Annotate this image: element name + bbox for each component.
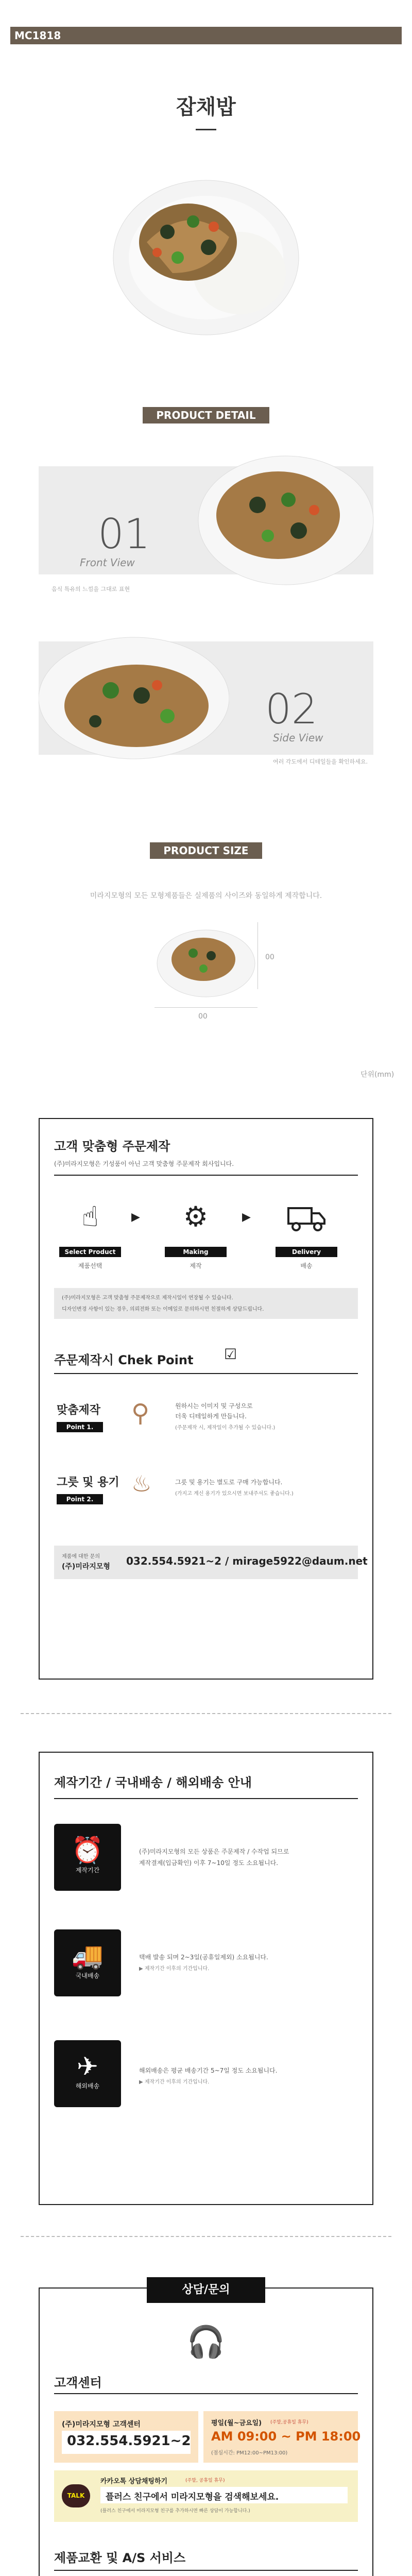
dashed-divider <box>21 2236 391 2237</box>
product-title: 잡채밥 <box>176 95 236 119</box>
kakao-text[interactable]: 플러스 친구에서 미라지모형을 검색해보세요. <box>106 2492 279 2502</box>
size-width-line <box>154 1007 258 1008</box>
step-tag: Delivery <box>276 1247 337 1257</box>
contact-small: 제품에 대한 문의 <box>62 1554 100 1560</box>
hours-small: (주말,공휴일 휴무) <box>270 2420 308 2425</box>
side-view-label: Side View <box>273 732 323 744</box>
custom-order-title: 고객 맞춤형 주문제작 <box>54 1139 170 1154</box>
point-tag: Point 1. <box>57 1422 103 1432</box>
checkbox-icon: ☑ <box>224 1346 237 1363</box>
point-text: (주문제작 시, 제작일이 추가될 수 있습니다.) <box>175 1425 276 1431</box>
step-label: 제작 <box>190 1262 202 1269</box>
point-text: 원하시는 이미지 및 구성으로 <box>175 1402 253 1410</box>
size-food-image <box>154 922 258 999</box>
side-view-image <box>39 634 229 760</box>
shipping-label: 제작기간 <box>75 1867 100 1874</box>
dashed-divider <box>21 1713 391 1714</box>
kakao-note: (플러스 친구에서 미라지모형 친구를 추가하시면 빠른 상담이 가능합니다.) <box>100 2509 250 2514</box>
shipping-title: 제작기간 / 국내배송 / 해외배송 안내 <box>54 1775 252 1790</box>
side-view-desc: 여러 각도에서 디테일들을 확인하세요. <box>273 758 368 765</box>
shipping-text: ▶ 제작기간 이후의 기간입니다. <box>139 2079 210 2085</box>
shipping-label: 국내배송 <box>75 1972 100 1979</box>
product-code-bar: MC1818 <box>10 27 402 44</box>
support-header: 상담/문의 <box>147 2277 265 2303</box>
hero-food-image <box>111 170 301 340</box>
hand-pointer-icon: ☝ <box>81 1200 99 1233</box>
company-label: (주)미라지모형 고객센터 <box>62 2420 141 2429</box>
arrow-right-icon: ▶ <box>131 1211 140 1224</box>
phone-number[interactable]: 032.554.5921~2 <box>67 2433 191 2449</box>
note-text: 디자인변경 사항이 있는 경우, 의뢰전화 또는 이메일로 문의하시면 친절하게 상담드립니다. <box>62 1307 264 1312</box>
shipping-text: 택배 발송 되며 2~3일(공휴일제외) 소요됩니다. <box>139 1954 268 1961</box>
front-view-image <box>196 453 376 587</box>
hours-value: AM 09:00 ~ PM 18:00 <box>211 2429 361 2444</box>
contact-company: (주)미라지모형 <box>62 1563 110 1571</box>
size-unit: 단위(mm) <box>360 1071 394 1079</box>
divider <box>54 2393 358 2394</box>
custom-order-subtitle: (주)미라지모형은 기성품이 아닌 고객 맞춤형 주문제작 회사입니다. <box>54 1160 234 1167</box>
divider <box>54 2570 358 2571</box>
point-text: (가지고 계신 용기가 있으시면 보내주셔도 좋습니다.) <box>175 1491 294 1497</box>
point-name: 맞춤제작 <box>57 1404 101 1417</box>
arrow-right-icon: ▶ <box>242 1211 251 1224</box>
side-view-number: 02 <box>265 685 318 733</box>
kakao-small: (주말, 공휴일 휴무) <box>185 2478 225 2483</box>
shipping-text: 해외배송은 평균 배송기간 5~7일 정도 소요됩니다. <box>139 2067 278 2074</box>
contact-line: 032.554.5921~2 / mirage5922@daum.net <box>126 1555 368 1567</box>
as-title: 제품교환 및 A/S 서비스 <box>54 2551 186 2565</box>
headset-icon: 🎧 <box>186 2324 226 2360</box>
checkpoint-title: 주문제작시 Chek Point <box>54 1353 194 1367</box>
front-view-desc: 음식 특유의 느낌을 그대로 표현 <box>52 586 130 592</box>
shipping-text: 제작결제(입금확인) 이후 7~10일 정도 소요됩니다. <box>139 1859 279 1867</box>
shipping-label: 해외배송 <box>75 2082 100 2090</box>
front-view-number: 01 <box>98 510 150 558</box>
kakao-talk-icon: TALK <box>62 2484 90 2507</box>
product-size-header: PRODUCT SIZE <box>0 842 412 859</box>
note-text: (주)미라지모형은 고객 맞춤형 주문제작으로 제작시일이 연장될 수 있습니다. <box>62 1295 233 1301</box>
truck-icon: 🚚 국내배송 <box>54 1929 121 1996</box>
point-name: 그릇 및 용기 <box>57 1476 119 1489</box>
divider <box>54 1798 358 1799</box>
shipping-text: (주)미라지모형의 모든 상품은 주문제작 / 수작업 되므로 <box>139 1848 289 1855</box>
clock-hand-icon: ⏰ 제작기간 <box>54 1824 121 1891</box>
size-height-value: 00 <box>265 953 274 961</box>
airplane-icon: ✈ 해외배송 <box>54 2040 121 2107</box>
step-tag: Making <box>165 1247 227 1257</box>
front-view-label: Front View <box>80 556 135 569</box>
center-title: 고객센터 <box>54 2376 102 2390</box>
step-label: 배송 <box>300 1262 313 1269</box>
step-label: 제품선택 <box>78 1262 102 1269</box>
truck-icon <box>286 1203 327 1234</box>
kakao-label: 카카오톡 상담채팅하기 <box>100 2478 168 2485</box>
product-detail-header: PRODUCT DETAIL <box>0 407 412 423</box>
point-tag: Point 2. <box>57 1494 103 1504</box>
point-text: 더욱 디테일하게 만듭니다. <box>175 1413 247 1420</box>
notes-box <box>54 1288 358 1319</box>
size-note: 미라지모형의 모든 모형제품들은 실제품의 사이즈와 동일하게 제작합니다. <box>90 892 322 900</box>
gear-icon: ⚙ <box>183 1200 209 1233</box>
step-tag: Select Product <box>59 1247 121 1257</box>
hours-note: (점심시간: PM12:00~PM13:00) <box>211 2450 288 2456</box>
hours-label: 평일(월~금요일) <box>211 2419 262 2427</box>
title-underline <box>196 129 216 130</box>
size-width-value: 00 <box>198 1012 208 1021</box>
divider <box>54 1373 358 1374</box>
point-text: 그릇 및 용기는 별도로 구매 가능합니다. <box>175 1479 283 1486</box>
bowl-icon: ♨ <box>131 1471 152 1497</box>
shipping-text: ▶ 제작기간 이후의 기간입니다. <box>139 1966 210 1972</box>
magnifier-icon: ⚲ <box>131 1399 150 1428</box>
divider <box>54 1175 358 1176</box>
